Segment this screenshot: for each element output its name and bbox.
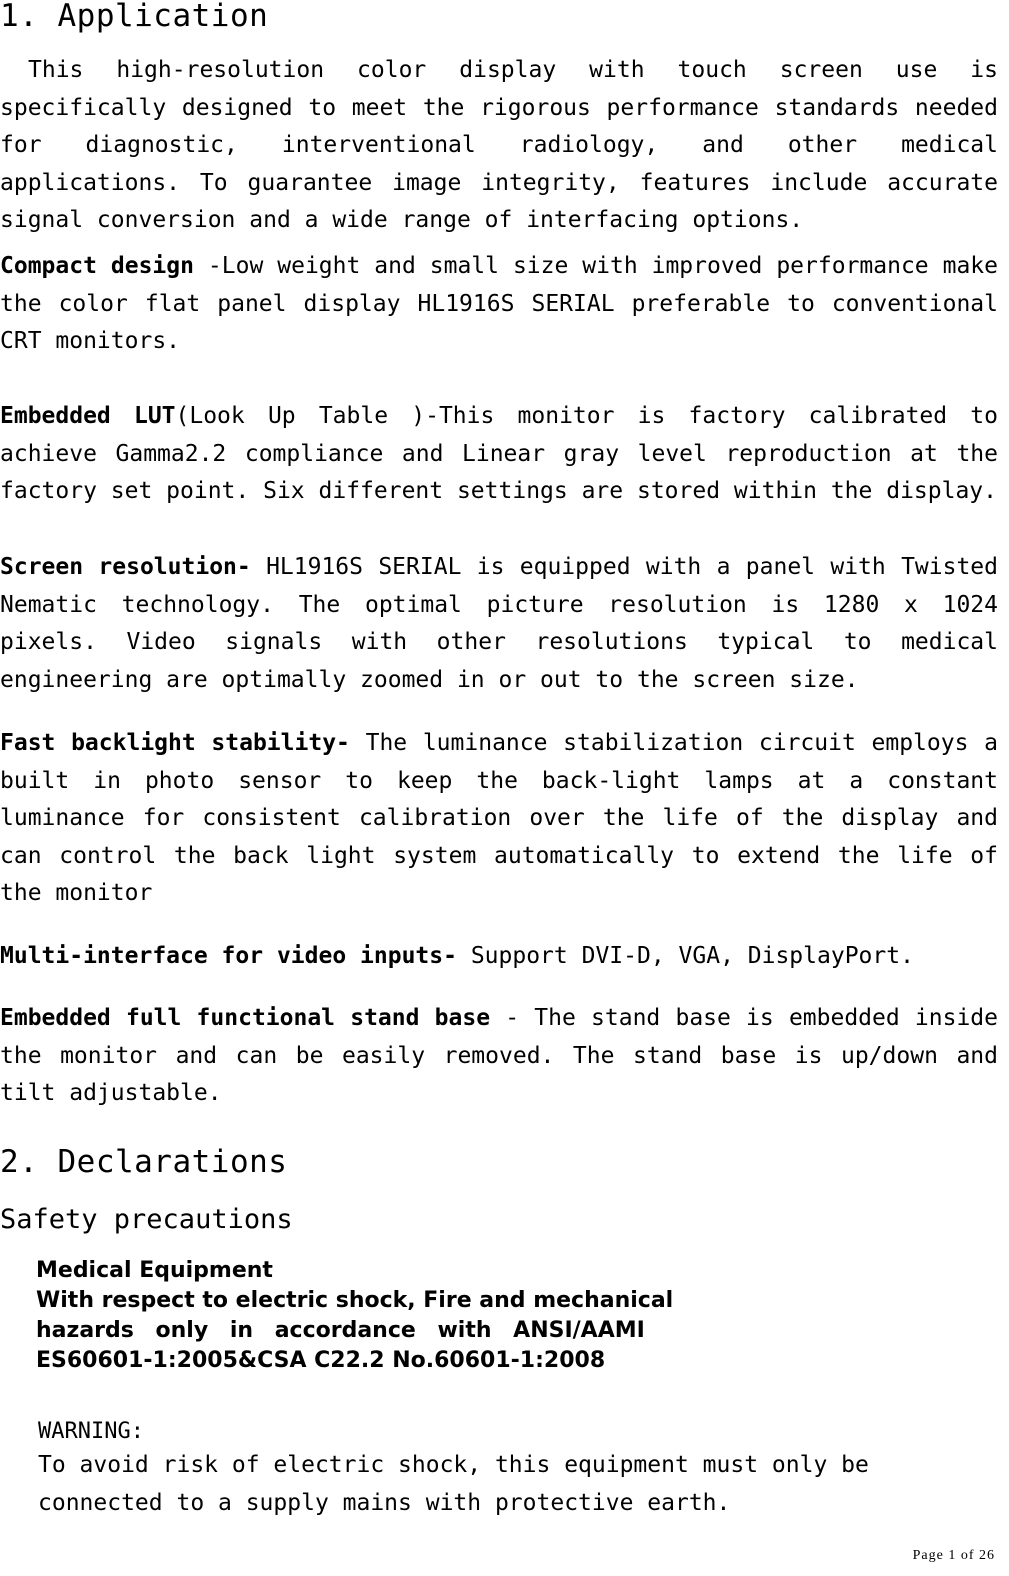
feature-title: Multi-interface for video inputs-	[0, 943, 457, 969]
medical-equipment-block	[36, 1256, 736, 1376]
feature-screen-resolution	[0, 549, 998, 699]
intro-paragraph: This high-resolution color display with touch screen use is specifically designed to meet the rigorous performance standards needed for diagnostic, interventional radiology, and other medical applications. To guarantee image integrity, features include accurate signal conversion and a wide range of interfacing options.	[0, 57, 998, 234]
feature-compact-design	[0, 248, 998, 361]
equipment-line: Medical Equipment	[36, 1258, 273, 1283]
feature-text: (Look Up Table )-This monitor is factory calibrated to achieve Gamma2.2 compliance and Linear gray level reproduction at the factory set point. Six different settings are stored within the display.	[0, 403, 998, 505]
equipment-line: hazards only in accordance with ANSI/AAMI	[36, 1318, 645, 1343]
feature-embedded-lut	[0, 398, 998, 511]
section-heading-application: 1. Application	[0, 0, 269, 34]
section-heading-declarations: 2. Declarations	[0, 1144, 288, 1180]
page-number: Page 1 of 26	[912, 1548, 995, 1563]
equipment-line: ES60601-1:2005&CSA C22.2 No.60601-1:2008	[36, 1348, 606, 1373]
feature-title: Compact design	[0, 253, 194, 279]
feature-multi-interface	[0, 938, 998, 976]
feature-stand-base	[0, 1000, 998, 1113]
safety-precautions-heading: Safety precautions	[0, 1204, 293, 1235]
feature-title: Screen resolution-	[0, 554, 251, 580]
feature-text: Support DVI-D, VGA, DisplayPort.	[456, 943, 914, 969]
feature-text: HL1916S SERIAL is equipped with a panel with Twisted Nematic technology. The optimal picture resolution is 1280 x 1024 pixels. Video signals with other resolutions typical to medical engineering are optimally zoomed in or out to the screen size.	[0, 554, 998, 693]
warning-title: WARNING:	[38, 1419, 144, 1444]
warning-text: To avoid risk of electric shock, this equipment must only be connected to a supply mains with protective earth.	[38, 1452, 869, 1516]
feature-title: Fast backlight stability-	[0, 730, 350, 756]
feature-title: Embedded LUT	[0, 403, 176, 429]
equipment-line: With respect to electric shock, Fire and mechanical	[36, 1288, 674, 1313]
feature-fast-backlight	[0, 725, 998, 913]
feature-title: Embedded full functional stand base	[0, 1005, 491, 1031]
feature-text: The luminance stabilization circuit employs a built in photo sensor to keep the back-light lamps at a constant luminance for consistent calibration over the life of the display and can control the back light system automatically to extend the life of the monitor	[0, 730, 998, 907]
feature-text: - The stand base is embedded inside the monitor and can be easily removed. The stand base is up/down and tilt adjustable.	[0, 1005, 999, 1107]
feature-text: -Low weight and small size with improved performance make the color flat panel display HL1916S SERIAL preferable to conventional CRT monitors.	[0, 253, 998, 355]
